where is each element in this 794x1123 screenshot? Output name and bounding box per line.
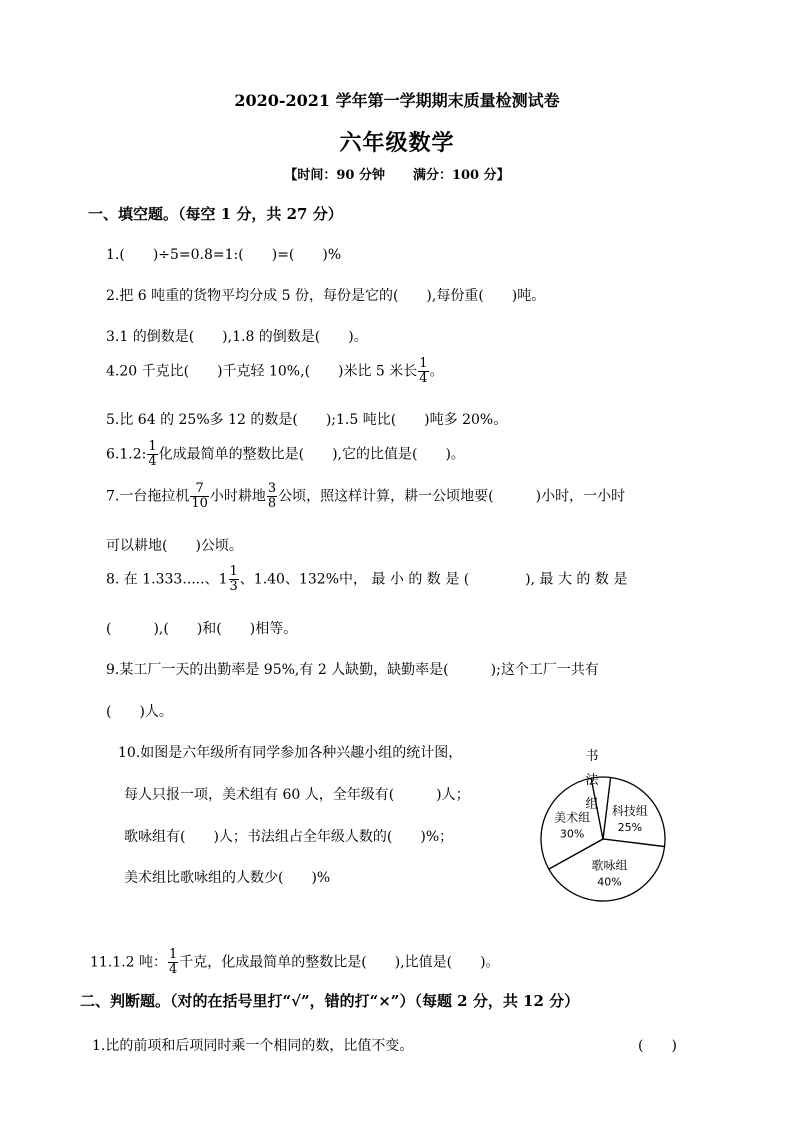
- exam-info: [0, 164, 794, 183]
- pie-slice-label-char: 法: [585, 773, 599, 788]
- exam-score: 满分：100 分】: [412, 168, 510, 183]
- exam-subject: 六年级数学: [339, 130, 455, 156]
- fraction: [267, 482, 277, 511]
- fraction-numerator: 7: [190, 482, 209, 497]
- pie-slice-percent: 25%: [617, 821, 643, 835]
- q8-text-a: 8. 在 1.333.....、: [106, 571, 219, 588]
- exam-title: 2020-2021 学年第一学期期末质量检测试卷: [234, 91, 560, 110]
- q6-text-a: 6.1.2:: [106, 446, 147, 463]
- exam-time: 【时间：90 分钟: [284, 168, 385, 183]
- fraction: [168, 948, 178, 977]
- question-1-10-line3: 歌咏组有( )人；书法组占全年级人数的( )%；: [124, 829, 454, 845]
- pie-slice-percent: 30%: [559, 827, 585, 841]
- section2-heading: 二、判断题。（对的在括号里打“√”，错的打“×”）（每题 2 分，共 12 分）: [80, 992, 580, 1010]
- section1-heading: 一、填空题。（每空 1 分，共 27 分）: [88, 205, 343, 223]
- q7-text-c: 公顷，照这样计算，耕一公顷地要( )小时，一小时: [278, 488, 626, 505]
- question-1-7: [106, 482, 625, 511]
- fraction-numerator: 1: [419, 356, 428, 371]
- q4-text-a: 4.20 千克比( )千克轻 10%,( )米比 5 米长: [106, 363, 418, 380]
- mixed-whole: 1: [218, 571, 228, 588]
- pie-slice-label: 美术组: [554, 810, 591, 825]
- question-1-5: 5.比 64 的 25%多 12 的数是( );1.5 吨比( )吨多 20%。: [106, 412, 508, 428]
- pie-slice-label: 歌咏组: [591, 858, 628, 873]
- pie-slice-label: 科技组: [611, 804, 648, 819]
- question-1-3: 3.1 的倒数是( ),1.8 的倒数是( )。: [106, 329, 368, 345]
- fraction-numerator: 1: [229, 564, 238, 579]
- interest-group-pie-chart: [520, 740, 680, 910]
- fraction: [190, 482, 209, 511]
- question-1-11: [90, 948, 500, 977]
- fraction-denominator: 8: [267, 496, 277, 511]
- q4-text-b: 。: [429, 363, 444, 380]
- fraction-denominator: 4: [168, 962, 178, 977]
- question-1-9-line2: ( )人。: [106, 704, 173, 720]
- mixed-number: [219, 565, 240, 594]
- fraction-numerator: 1: [168, 947, 178, 962]
- pie-slice-percent: 40%: [597, 875, 622, 889]
- fraction: [147, 440, 157, 469]
- fraction: [418, 357, 428, 386]
- question-1-9: 9.某工厂一天的出勤率是 95%,有 2 人缺勤，缺勤率是( );这个工厂一共有: [106, 662, 599, 678]
- question-1-8: [106, 565, 627, 594]
- q11-text-b: 千克，化成最简单的整数比是( ),比值是( )。: [179, 954, 500, 971]
- q6-text-b: 化成最简单的整数比是( ),它的比值是( )。: [158, 446, 465, 463]
- question-1-6: [106, 440, 465, 469]
- q8-text-b: 、1.40、132%中， 最 小 的 数 是 ( ), 最 大 的 数 是: [239, 571, 628, 588]
- fraction: [229, 565, 239, 594]
- question-2-1: 1.比的前项和后项同时乘一个相同的数，比值不变。: [92, 1038, 414, 1054]
- fraction-denominator: 10: [191, 496, 208, 511]
- question-1-4: [106, 357, 444, 386]
- q7-text-b: 小时耕地: [209, 488, 266, 505]
- question-1-7-line2: 可以耕地( )公顷。: [106, 538, 243, 554]
- question-1-2: 2.把 6 吨重的货物平均分成 5 份，每份是它的( ),每份重( )吨。: [106, 288, 546, 304]
- q11-text-a: 11.1.2 吨：: [90, 954, 167, 971]
- fraction-numerator: 1: [148, 439, 157, 454]
- q7-text-a: 7.一台拖拉机: [106, 488, 190, 505]
- answer-paren: ( ): [638, 1038, 677, 1054]
- pie-slice-label-char: 组: [585, 797, 599, 812]
- fraction-denominator: 4: [419, 371, 428, 386]
- question-1-1: 1.( )÷5=0.8=1:( )=( )%: [106, 247, 342, 263]
- question-1-10-line4: 美术组比歌咏组的人数少( )%: [124, 870, 331, 886]
- fraction-denominator: 4: [148, 454, 157, 469]
- fraction-denominator: 3: [229, 579, 238, 594]
- question-1-10-line2: 每人只报一项，美术组有 60 人，全年级有( )人；: [124, 787, 470, 803]
- fraction-numerator: 3: [267, 481, 277, 496]
- pie-slice-label-char: 书: [585, 749, 599, 764]
- question-1-10: 10.如图是六年级所有同学参加各种兴趣小组的统计图，: [118, 745, 463, 761]
- question-1-8-line2: ( ),( )和( )相等。: [106, 621, 298, 637]
